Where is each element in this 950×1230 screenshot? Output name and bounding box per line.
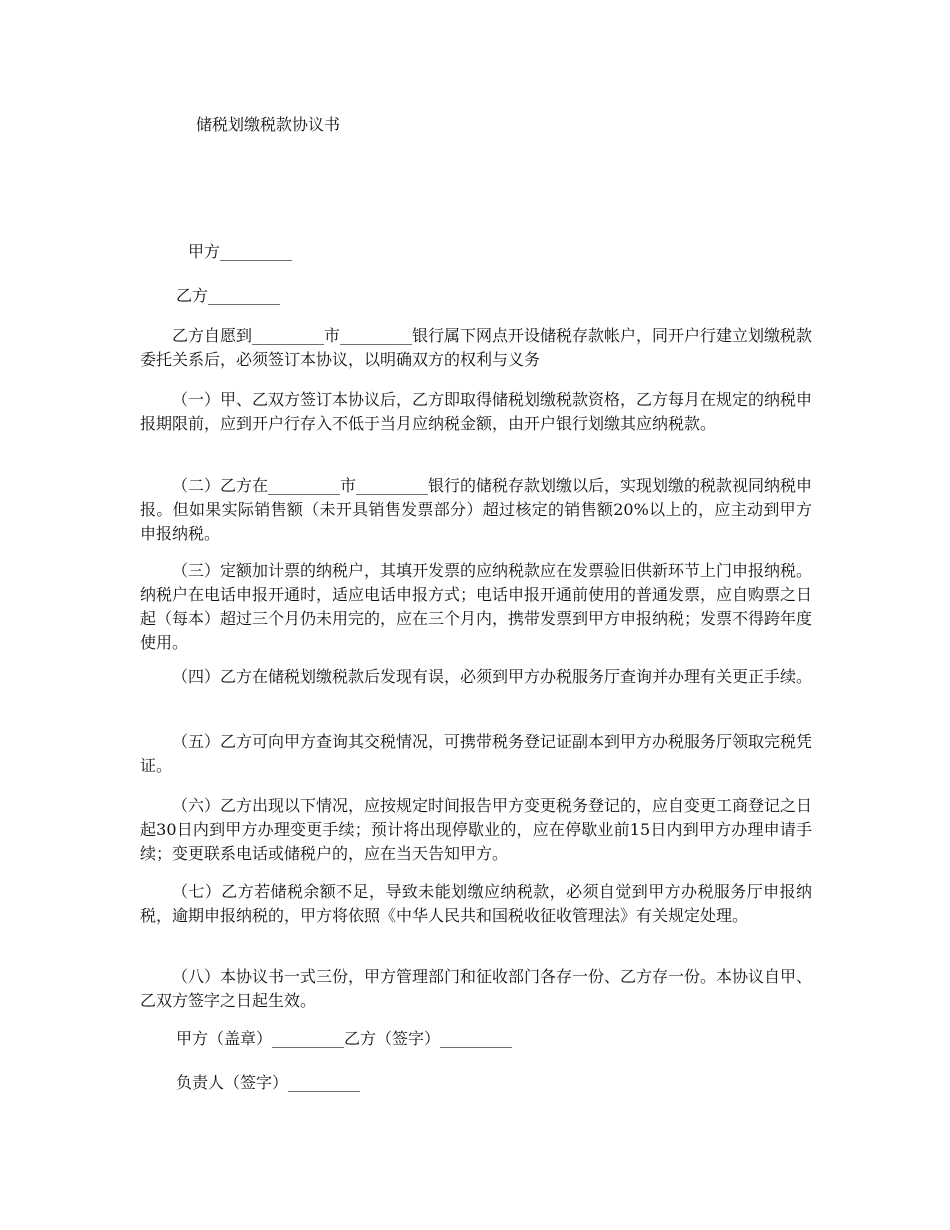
- clause-2: （二）乙方在_________市_________银行的储税存款划缴以后，实现划缴的税款视同纳税申报。但如果实际销售额（未开具销售发票部分）超过核定的销售额20%以上的，应主动到甲方申报纳税。: [140, 476, 813, 543]
- clause-4: （四）乙方在储税划缴税款后发现有误，必须到甲方办税服务厅查询并办理有关更正手续。: [172, 667, 813, 686]
- party-a-line: 甲方_________: [188, 242, 293, 261]
- clause-3: （三）定额加计票的纳税户，其填开发票的应纳税款应在发票验旧供新环节上门申报纳税。纳税户在电话申报开通时，适应电话申报方式；电话申报开通前使用的普通发票，应自购票之日起（每本）超过三个月仍未用完的，应在三个月内，携带发票到甲方申报纳税；发票不得跨年度使用。: [140, 561, 813, 652]
- responsible-signature-line: 负责人（签字）_________: [176, 1073, 361, 1092]
- signature-line: 甲方（盖章）_________乙方（签字）_________: [176, 1029, 513, 1048]
- clause-8: （八）本协议书一式三份，甲方管理部门和征收部门各存一份、乙方存一份。本协议自甲、乙双方签字之日起生效。: [140, 967, 813, 1010]
- document-title: 储税划缴税款协议书: [196, 115, 341, 134]
- intro-paragraph: 乙方自愿到_________市_________银行属下网点开设储税存款帐户，同开户行建立划缴税款委托关系后，必须签订本协议，以明确双方的权利与义务: [140, 326, 813, 369]
- clause-6: （六）乙方出现以下情况，应按规定时间报告甲方变更税务登记的，应自变更工商登记之日起30日内到甲方办理变更手续；预计将出现停歇业的，应在停歇业前15日内到甲方办理申请手续；变更联系电话或储税户的，应在当天告知甲方。: [140, 796, 813, 863]
- clause-5: （五）乙方可向甲方查询其交税情况，可携带税务登记证副本到甲方办税服务厅领取完税凭证。: [140, 732, 813, 775]
- clause-1: （一）甲、乙双方签订本协议后，乙方即取得储税划缴税款资格，乙方每月在规定的纳税申报期限前，应到开户行存入不低于当月应纳税金额，由开户银行划缴其应纳税款。: [140, 390, 813, 433]
- clause-7: （七）乙方若储税余额不足，导致未能划缴应纳税款，必须自觉到甲方办税服务厅申报纳税，逾期申报纳税的，甲方将依照《中华人民共和国税收征收管理法》有关规定处理。: [140, 882, 812, 925]
- party-b-line: 乙方_________: [176, 286, 281, 305]
